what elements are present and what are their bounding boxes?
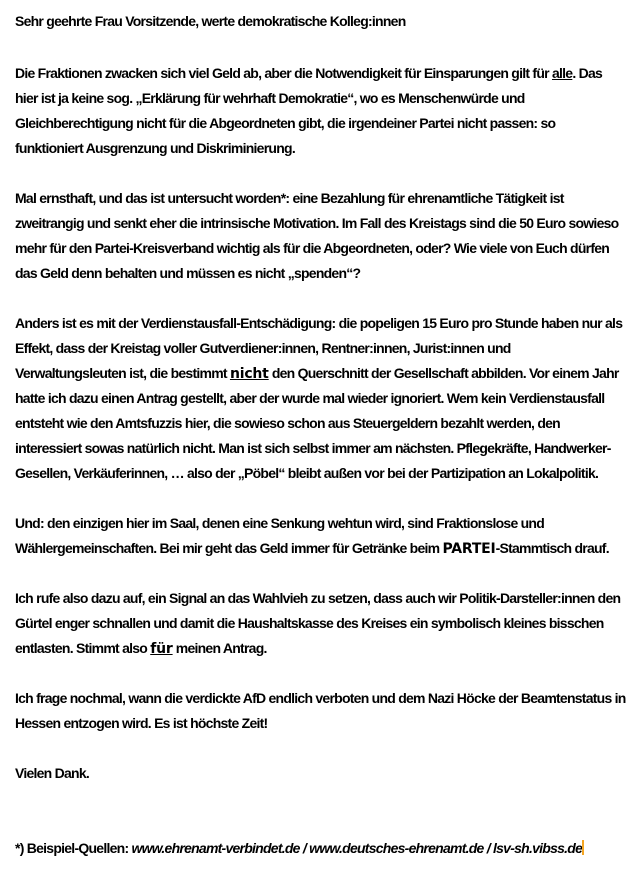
text-segment: Verwaltungsleuten ist, die bestimmt <box>15 365 230 381</box>
paragraph-3-line-3 <box>15 364 619 383</box>
paragraph-3-line-1: Anders ist es mit der Verdienstausfall-Entschädigung: die popeligen 15 Euro pro Stunde haben nur als <box>15 315 623 331</box>
footnote <box>15 839 584 857</box>
paragraph-3-line-6: interessiert sowas natürlich nicht. Man ist sich selbst immer am nächsten. Pflegekräfte, Handwerker- <box>15 440 611 456</box>
paragraph-5-line-1: Ich rufe also dazu auf, ein Signal an das Wahlvieh zu setzen, dass auch wir Politik-Darsteller:innen den <box>15 590 621 606</box>
paragraph-3-line-4: hatte ich dazu einen Antrag gestellt, aber der wurde mal wieder ignoriert. Wem kein Verdienstausfall <box>15 390 605 406</box>
paragraph-2-line-2: zweitrangig und senkt eher die intrinsische Motivation. Im Fall des Kreistags sind die 50 Euro sowieso <box>15 215 619 231</box>
emphasis-fuer: für <box>150 641 173 657</box>
paragraph-2-line-4: das Geld denn behalten und müssen es nicht „spenden“? <box>15 265 361 281</box>
paragraph-3-line-7: Gesellen, Verkäuferinnen, … also der „Pöbel“ bleibt außen vor bei der Partizipation an Lokalpolitik. <box>15 465 599 481</box>
closing: Vielen Dank. <box>15 765 90 781</box>
text-segment: Die Fraktionen zwacken sich viel Geld ab, aber die Notwendigkeit für Einsparungen gilt für <box>15 65 552 81</box>
paragraph-6-line-2: Hessen entzogen wird. Es ist höchste Zeit! <box>15 715 268 731</box>
text-segment: -Stammtisch drauf. <box>495 540 609 556</box>
paragraph-2-line-1: Mal ernsthaft, und das ist untersucht worden*: eine Bezahlung für ehrenamtliche Tätigkeit ist <box>15 190 564 206</box>
paragraph-2-line-3: mehr für den Partei-Kreisverband wichtig als für die Abgeordneten, oder? Wie viele von Euch dürfen <box>15 240 610 256</box>
paragraph-3-line-5: entsteht wie den Amtsfuzzis hier, die sowieso schon aus Steuergeldern bezahlt werden, den <box>15 415 560 431</box>
paragraph-5-line-2: Gürtel enger schnallen und damit die Haushaltskasse des Kreises ein symbolisch kleines bisschen <box>15 615 604 631</box>
paragraph-1-line-2: hier ist ja keine sog. „Erklärung für wehrhaft Demokratie“, wo es Menschenwürde und <box>15 90 525 106</box>
text-segment: . Das <box>572 65 603 81</box>
text-segment: Wählergemeinschaften. Bei mir geht das Geld immer für Getränke beim <box>15 540 443 556</box>
paragraph-5-line-3 <box>15 639 267 658</box>
text-segment: meinen Antrag. <box>172 640 267 656</box>
paragraph-1-line-1 <box>15 64 602 82</box>
emphasis-alle: alle <box>551 65 573 81</box>
paragraph-1-line-3: Gleichberechtigung nicht für die Abgeordneten gibt, die irgendeiner Partei nicht passen: so <box>15 115 556 131</box>
paragraph-4-line-2 <box>15 539 609 558</box>
paragraph-3-line-2: Effekt, dass der Kreistag voller Gutverdiener:innen, Rentner:innen, Jurist:innen und <box>15 340 511 356</box>
footnote-sources: www.ehrenamt-verbindet.de / www.deutsches-ehrenamt.de / lsv-sh.vibss.de <box>131 840 583 856</box>
partei-brand: PARTEI <box>442 541 496 557</box>
salutation: Sehr geehrte Frau Vorsitzende, werte demokratische Kolleg:innen <box>15 13 406 29</box>
paragraph-1-line-4: funktioniert Ausgrenzung und Diskriminierung. <box>15 140 295 156</box>
footnote-label: *) Beispiel-Quellen: <box>15 840 132 856</box>
paragraph-6-line-1: Ich frage nochmal, wann die verdickte AfD endlich verboten und dem Nazi Höcke der Beamtenstatus in <box>15 690 626 706</box>
emphasis-nicht: nicht <box>229 366 269 382</box>
text-segment: entlasten. Stimmt also <box>15 640 151 656</box>
paragraph-4-line-1: Und: den einzigen hier im Saal, denen eine Senkung wehtun wird, sind Fraktionslose und <box>15 515 545 531</box>
text-cursor <box>582 840 584 855</box>
text-segment: den Querschnitt der Gesellschaft abbilden. Vor einem Jahr <box>268 365 619 381</box>
